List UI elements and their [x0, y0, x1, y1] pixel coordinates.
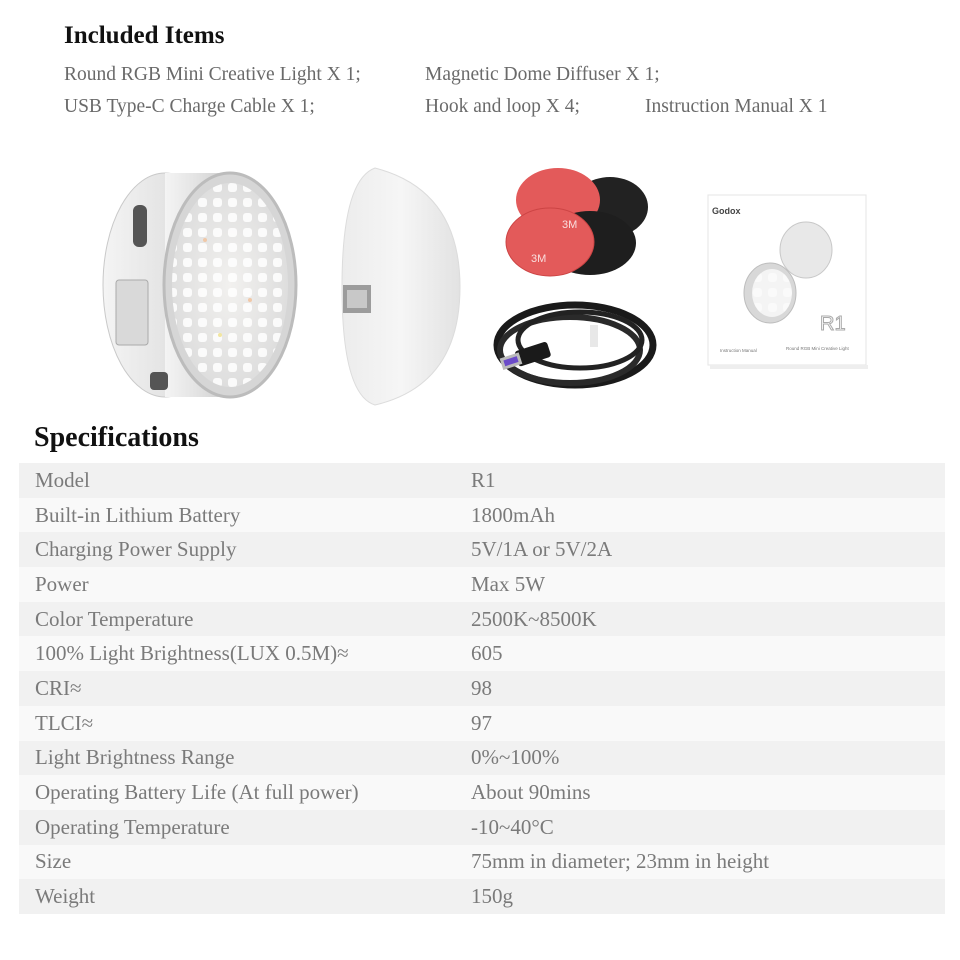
- included-item: Round RGB Mini Creative Light X 1;: [64, 64, 361, 85]
- spec-label: CRI≈: [35, 675, 82, 700]
- spec-row-brightness: [19, 636, 945, 671]
- spec-value: 97: [471, 710, 492, 735]
- spec-value: 98: [471, 675, 492, 700]
- spec-value: 2500K~8500K: [471, 606, 597, 631]
- spec-row-power: [19, 567, 945, 602]
- spec-row-weight: [19, 879, 945, 914]
- spec-value: 150g: [471, 884, 513, 909]
- svg-text:3M: 3M: [531, 253, 547, 265]
- svg-text:Round RGB Mini Creative Light: Round RGB Mini Creative Light: [786, 346, 849, 351]
- included-item: Magnetic Dome Diffuser X 1;: [425, 64, 660, 85]
- spec-label: Size: [35, 849, 72, 874]
- spec-value: R1: [471, 467, 496, 492]
- included-items-title: Included Items: [64, 22, 225, 49]
- svg-text:R1: R1: [820, 313, 846, 335]
- rgb-light-image: [103, 173, 296, 397]
- dome-diffuser-image: [342, 168, 460, 405]
- spec-label: Operating Battery Life (At full power): [35, 780, 359, 805]
- spec-row-color-temperature: [19, 602, 945, 637]
- spec-value: About 90mins: [471, 780, 591, 805]
- included-item: USB Type-C Charge Cable X 1;: [64, 96, 315, 117]
- spec-label: Power: [35, 571, 89, 596]
- spec-value: 1800mAh: [471, 502, 555, 527]
- specifications-table: [19, 463, 945, 914]
- specifications-title: Specifications: [34, 422, 199, 453]
- included-item: Hook and loop X 4;: [425, 96, 580, 117]
- svg-text:3M: 3M: [562, 219, 578, 231]
- spec-value: 75mm in diameter; 23mm in height: [471, 849, 770, 874]
- spec-row-tlci: [19, 706, 945, 741]
- spec-value: 605: [471, 641, 503, 666]
- spec-label: Weight: [35, 884, 96, 909]
- spec-value: 0%~100%: [471, 745, 560, 770]
- spec-row-cri: [19, 671, 945, 706]
- svg-text:Godox: Godox: [712, 206, 741, 216]
- spec-label: Operating Temperature: [35, 814, 230, 839]
- spec-row-operating-temperature: [19, 810, 945, 845]
- spec-row-battery-life: [19, 775, 945, 810]
- usb-cable-image: [497, 305, 653, 385]
- hook-and-loop-image: [506, 168, 648, 276]
- spec-value: -10~40°C: [471, 814, 554, 839]
- spec-label: Model: [35, 467, 90, 492]
- spec-value: Max 5W: [471, 571, 546, 596]
- spec-row-model: [19, 463, 945, 498]
- spec-label: Charging Power Supply: [35, 537, 237, 562]
- spec-row-charging: [19, 532, 945, 567]
- instruction-manual-image: [708, 195, 868, 369]
- spec-row-size: [19, 845, 945, 880]
- included-item: Instruction Manual X 1: [645, 96, 828, 117]
- spec-row-battery: [19, 498, 945, 533]
- spec-label: TLCI≈: [35, 710, 94, 735]
- spec-value: 5V/1A or 5V/2A: [471, 537, 613, 562]
- spec-label: Light Brightness Range: [35, 745, 235, 770]
- spec-row-brightness-range: [19, 741, 945, 776]
- spec-label: 100% Light Brightness(LUX 0.5M)≈: [35, 641, 349, 666]
- spec-label: Built-in Lithium Battery: [35, 502, 241, 527]
- product-photos: [0, 160, 960, 420]
- svg-text:Instruction Manual: Instruction Manual: [720, 348, 757, 353]
- spec-label: Color Temperature: [35, 606, 194, 631]
